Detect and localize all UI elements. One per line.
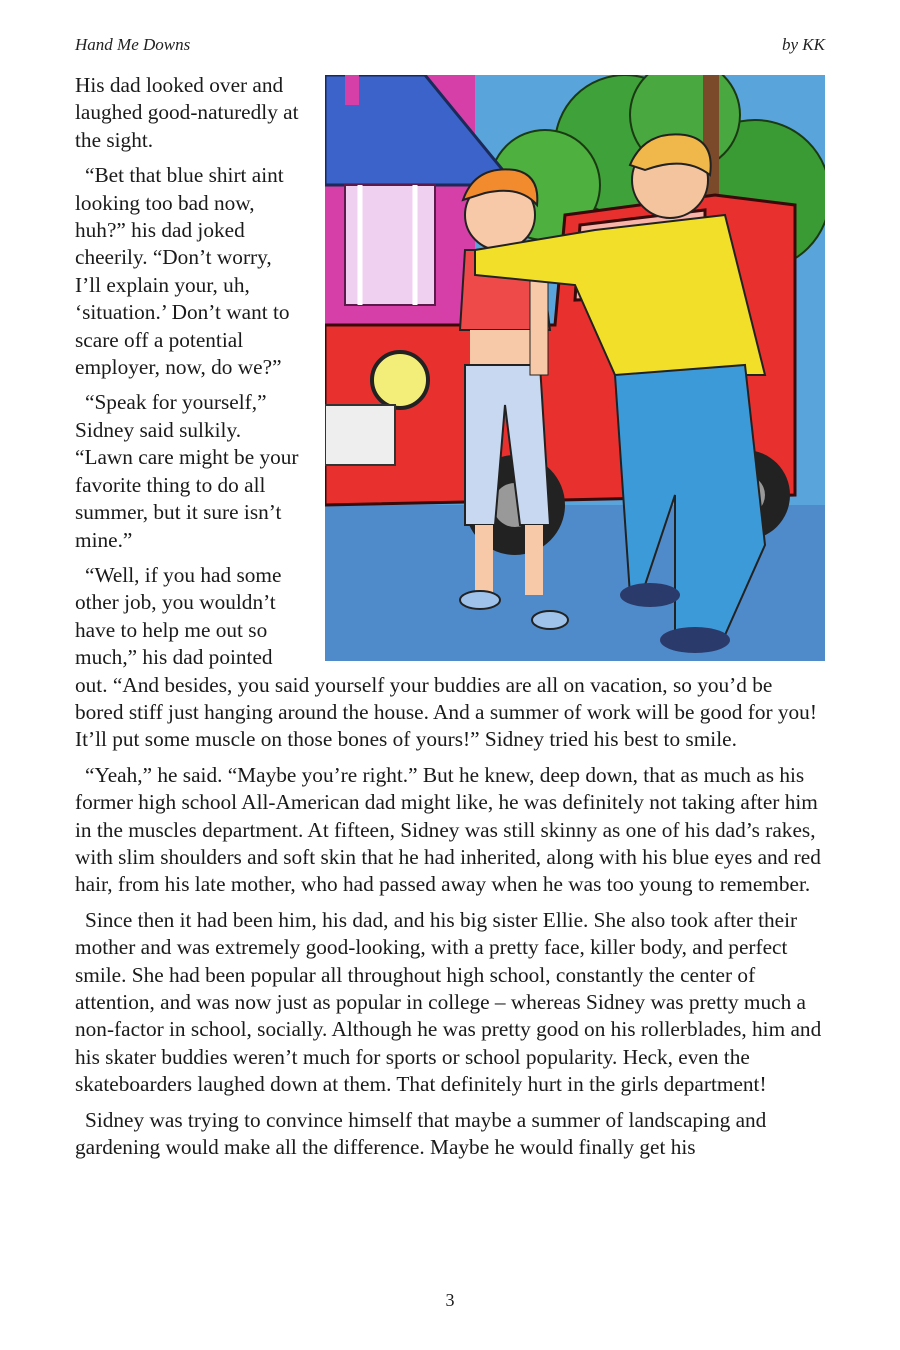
paragraph: “Well, if you had some other job, you wouldn’t have to help me out so much,” his dad pointed out. “And besides, you said yourself your buddies are all on vacation, so you’d be bored stiff just hanging around the house. And a summer of work will be good for you! It’ll put some muscle on those bones of yours!” Sidney tried his best to smile. <box>75 562 817 752</box>
paragraph: “Speak for yourself,” Sidney said sulkily. “Lawn care might be your favorite thing to do all summer, but it sure isn’t mine.” <box>75 390 299 552</box>
page-number: 3 <box>445 1290 455 1310</box>
paragraph: Sidney was trying to convince himself that maybe a summer of landscaping and gardening would make all the difference. Maybe he would finally get his <box>75 1107 767 1160</box>
running-header <box>75 35 825 55</box>
paragraph: “Yeah,” he said. “Maybe you’re right.” But he knew, deep down, that as much as his former high school All-American dad might like, he was definitely not taking after him in the muscles department. At fifteen, Sidney was still skinny as one of his dad’s rakes, with slim shoulders and soft skin that he had inherited, along with his blue eyes and red hair, from his late mother, who had passed away when he was too young to remember. <box>75 762 821 897</box>
paragraph: Since then it had been him, his dad, and his big sister Ellie. She also took after their mother and was extremely good-looking, with a pretty face, killer body, and perfect smile. She had been popular all throughout high school, constantly the center of attention, and was now just as popular in college – whereas Sidney was pretty much a non-factor in school, socially. Although he was pretty good on his rollerblades, him and his skater buddies weren’t much for sports or school popularity. Heck, even the skateboarders laughed down at them. That definitely hurt in the girls department! <box>75 907 822 1097</box>
author-credit: by KK <box>782 35 825 54</box>
story-illustration <box>325 75 825 661</box>
page-body <box>75 72 825 1169</box>
paragraph: “Bet that blue shirt aint looking too bad now, huh?” his dad joked cheerily. “Don’t worry, I’ll explain your, uh, ‘situation.’ Don’t want to scare off a potential employer, now, do we?” <box>75 163 290 380</box>
book-title: Hand Me Downs <box>75 35 191 54</box>
paragraph: His dad looked over and laughed good-naturedly at the sight. <box>75 73 299 152</box>
